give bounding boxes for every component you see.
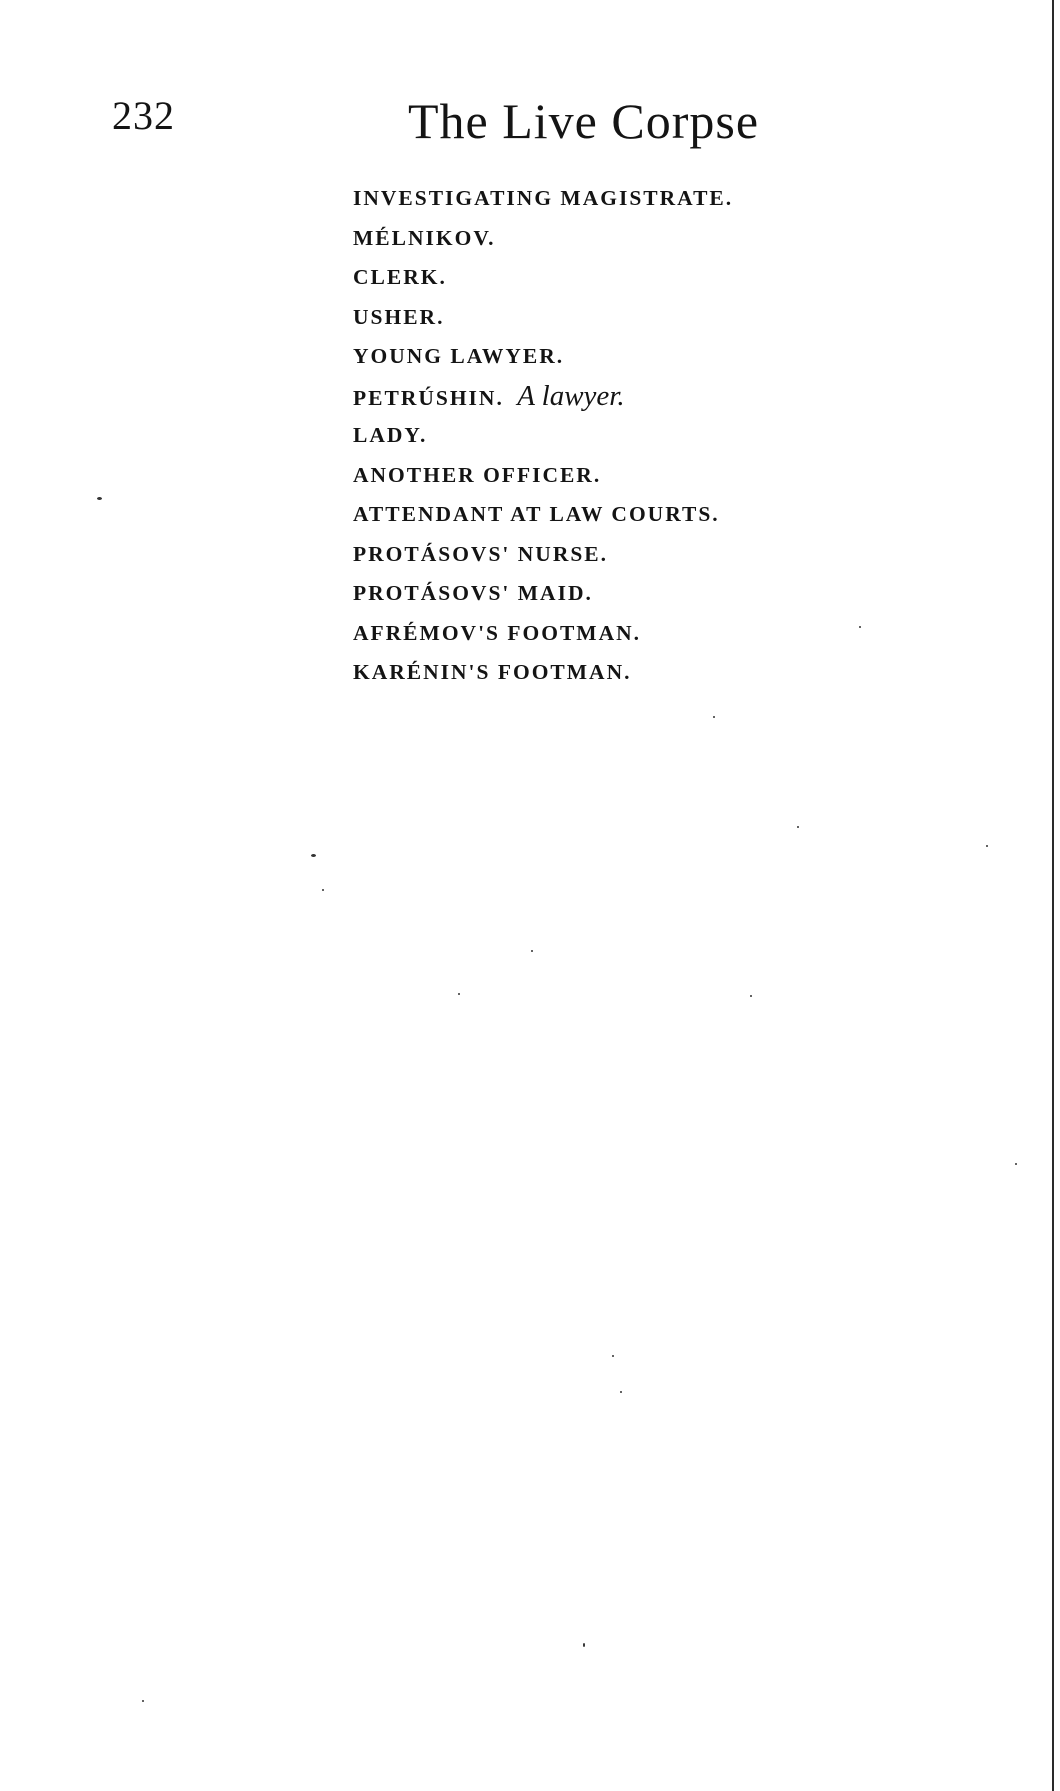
scan-speck [531, 950, 533, 952]
scan-speck [1015, 1163, 1017, 1165]
scan-speck [583, 1643, 585, 1647]
scan-speck [620, 1391, 622, 1393]
cast-item [353, 302, 833, 342]
scan-speck [142, 1700, 144, 1702]
character-name: ANOTHER OFFICER. [353, 462, 602, 487]
cast-item [353, 499, 833, 539]
character-name: PETRÚSHIN. [353, 385, 504, 410]
cast-item [353, 657, 833, 697]
cast-item [353, 578, 833, 618]
running-title: The Live Corpse [408, 93, 760, 149]
character-name: PROTÁSOVS' NURSE. [353, 541, 609, 566]
cast-item [353, 618, 833, 658]
scan-speck [797, 826, 799, 828]
character-name: USHER. [353, 304, 445, 329]
character-name: MÉLNIKOV. [353, 225, 496, 250]
cast-item [353, 183, 833, 223]
scan-speck [612, 1355, 614, 1357]
scan-speck [97, 497, 102, 500]
character-name: AFRÉMOV'S FOOTMAN. [353, 620, 642, 645]
cast-item [353, 223, 833, 263]
cast-item [353, 460, 833, 500]
cast-item [353, 341, 833, 381]
character-name: PROTÁSOVS' MAID. [353, 581, 593, 605]
scan-speck [713, 716, 715, 718]
character-name: CLERK. [353, 265, 447, 289]
character-name: KARÉNIN'S FOOTMAN. [353, 660, 632, 684]
character-name: YOUNG LAWYER. [353, 344, 565, 368]
scan-speck [322, 889, 324, 891]
cast-item [353, 381, 833, 421]
scan-speck [750, 995, 752, 997]
scan-speck [859, 626, 861, 628]
character-note: A lawyer. [517, 379, 625, 412]
character-name: INVESTIGATING MAGISTRATE. [353, 186, 734, 210]
scan-speck [986, 845, 988, 847]
scan-speck [311, 854, 316, 857]
page-edge-rule [1052, 0, 1054, 1791]
cast-item [353, 539, 833, 579]
character-name: LADY. [353, 423, 428, 447]
page-number: 232 [112, 93, 175, 138]
cast-item [353, 262, 833, 302]
scan-speck [458, 993, 460, 995]
character-name: ATTENDANT AT LAW COURTS. [353, 502, 720, 526]
cast-item [353, 420, 833, 460]
dramatis-personae-list [353, 183, 833, 697]
